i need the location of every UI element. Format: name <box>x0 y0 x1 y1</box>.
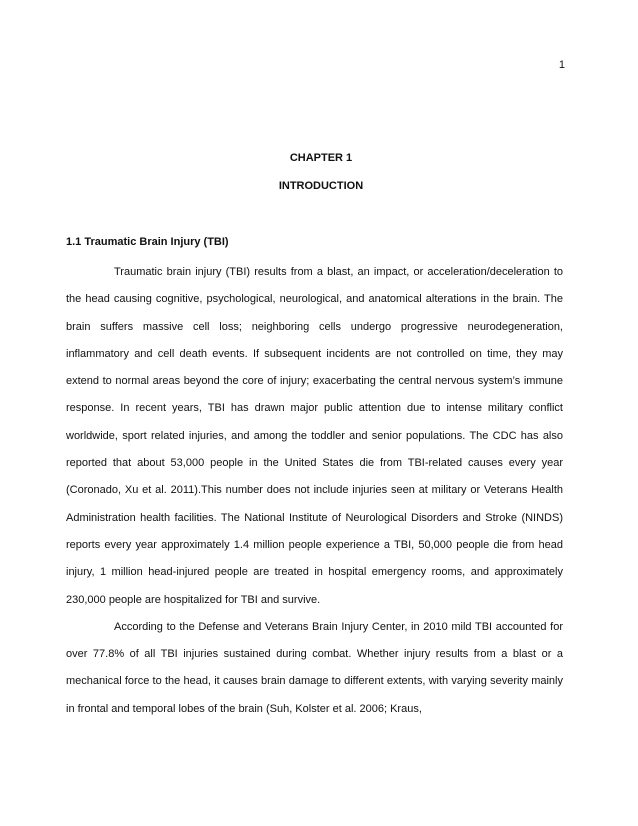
paragraph: According to the Defense and Veterans Brain Injury Center, in 2010 mild TBI accounted for over 77.8% of all TBI injuries sustained during combat. Whether injury results from a blast or a mechanical force to the head, it causes brain damage to different extents, with varying severity mainly in frontal and temporal lobes of the brain (Suh, Kolster et al. 2006; Kraus, <box>66 620 563 715</box>
page-number: 1 <box>558 59 565 71</box>
paragraph: Traumatic brain injury (TBI) results from a blast, an impact, or acceleration/deceleration to the head causing cognitive, psychological, neurological, and anatomical alterations in the brain. The brain suffers massive cell loss; neighboring cells undergo progressive neurodegeneration, inflammatory and cell death events. If subsequent incidents are not controlled on time, they may extend to normal areas beyond the core of injury; exacerbating the central nervous system’s immune response. In recent years, TBI has drawn major public attention due to intense military conflict worldwide, sport related injuries, and among the toddler and senior populations. The CDC has also reported that about 53,000 people in the United States die from TBI-related causes every year (Coronado, Xu et al. 2011).This number does not include injuries seen at military or Veterans Health Administration health facilities. The National Institute of Neurological Disorders and Stroke (NINDS) reports every year approximately 1.4 million people experience a TBI, 50,000 people die from head injury, 1 million head-injured people are treated in hospital emergency rooms, and approximately 230,000 people are hospitalized for TBI and survive. <box>66 266 563 606</box>
body-text <box>66 259 563 723</box>
chapter-label: CHAPTER 1 <box>289 152 353 164</box>
section-heading: 1.1 Traumatic Brain Injury (TBI) <box>66 236 229 248</box>
chapter-title: INTRODUCTION <box>278 180 364 192</box>
